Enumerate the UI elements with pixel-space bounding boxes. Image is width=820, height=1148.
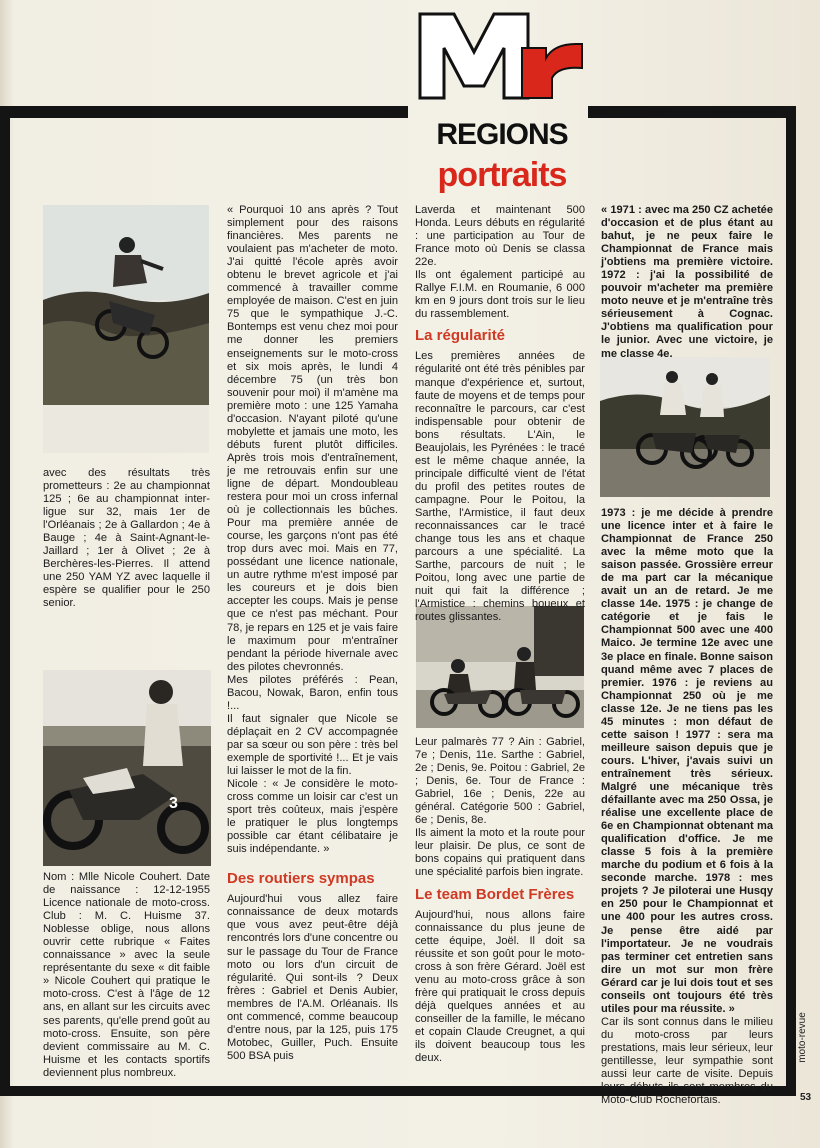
column-4-top: [601, 204, 773, 361]
photo-joel-bordet: [600, 357, 770, 497]
paragraph: Nom : Mlle Nicole Couhert. Date de naissance : 12-12-1955 Licence nationale de moto-cross. Club : M. C. Huisme 37. Noblesse oblige, nous allons ouvrir cette rubrique « Faites connaissance » avec la seule représentante du sexe « dit faible » Nicole Couhert qui pratique le moto-cross. C'est à l'âge de 12 ans, en allant sur les circuits avec ses parents, qu'elle prend goût au moto-cross. Ensuite, son père devient commissaire au M. C. Huisme et les contacts sportifs deviennent plus nombreux.: [43, 871, 210, 1079]
paragraph: Leur palmarès 77 ? Ain : Gabriel, 7e ; Denis, 11e. Sarthe : Gabriel, 2e ; Denis, 9e. Poitou : Gabriel, 2e ; Denis, 6e. Tour de France : Gabriel, 16e ; Denis, 22e au général. Catégorie 500 : Gabriel, 6e ; Denis, 8e.: [415, 736, 585, 827]
frame-bar-right: [786, 106, 796, 1096]
paragraph: avec des résultats très prometteurs : 2e au championnat 125 ; 6e au championnat inter-ligue sur 32, mais 1er de l'Orléanais ; 2e à Gallardon ; 4e à Bauge ; 4e à Saint-Agnant-le-Jaillard ; 1er à Olivet ; 2e à Berchères-les-Pierres. Il attend une 250 YAM YZ avec laquelle il espère se qualifier pour le 250 senior.: [43, 467, 210, 610]
mr-logo: [414, 6, 588, 104]
subheading-des-routiers-sympas: Des routiers sympas: [227, 870, 375, 888]
column-3: [415, 204, 585, 624]
paragraph: Ils aiment la moto et la route pour leur plaisir. De plus, ce sont de bons copains qui pratiquent dans une spécialité parfois bien ingrate.: [415, 827, 585, 879]
section-title-regions: REGIONS: [436, 118, 568, 151]
paragraph: Car ils sont connus dans le milieu du moto-cross par leurs prestations, mais leur sérieux, leur gentillesse, leur sympathie sont aussi leur carte de visite. Depuis leurs débuts ils sont membres du Moto-Club Rochefortais.: [601, 1015, 773, 1107]
frame-bar-top-left: [0, 106, 408, 118]
paragraph: Laverda et maintenant 500 Honda. Leurs débuts en régularité : une participation au Tour de France moto où Denis se classa 22e.: [415, 204, 585, 269]
subheading-le-team-bordet-freres: Le team Bordet Frères: [415, 885, 575, 903]
column-3-bottom: [415, 736, 585, 1065]
subheading-la-regularite: La régularité: [415, 327, 506, 345]
page-number: 53: [800, 1092, 812, 1103]
paragraph: Ils ont également participé au Rallye F.I.M. en Roumanie, 6 000 km en 9 jours dont trois sur le lieu du rassemblement.: [415, 269, 585, 321]
paragraph: Aujourd'hui vous allez faire connaissance de deux motards que vous avez peut-être déjà rencontrés lors d'une concentre ou sur le passage du Tour de France moto ou lors d'un circuit de régularité. Qui sont-ils ? Deux frères : Gabriel et Denis Aubier, membres de l'A.M. Orléanais. Ils ont commencé, comme beaucoup d'entre nous, par la 125, puis 175 Motobec, Guiller, Puch. Ensuite 500 BSA puis: [227, 893, 398, 1062]
column-1-top: [43, 467, 210, 611]
section-title-portraits: portraits: [437, 156, 567, 194]
paragraph: Il faut signaler que Nicole se déplaçait en 2 CV accompagnée par sa sœur ou son père : très bel exemple de sportivité !... Et je vais lui laisser le mot de la fin.: [227, 712, 398, 778]
column-1-bottom: [43, 871, 210, 1080]
magazine-label: moto-revue: [796, 1012, 808, 1063]
magazine-name: [796, 1010, 817, 1070]
paragraph: Les premières années de régularité ont été très pénibles par manque d'expérience et, surtout, faute de moyens et de temps pour reconnaître le parcours, car c'est indispensable pour obtenir de bons résultats. L'Ain, le Beaujolais, les Pyrénées : le tracé est le même chaque année, la principale difficulté vient de l'état du profil des petites routes de campagne. Pour le Poitou, la Sarthe, l'Armistice, il faut deux reconnaissances car le tracé change tous les ans et chaque parcours a une spécialité. La Sarthe, parcours de nuit ; le Poitou, long avec une partie de nuit qui fait la différence ; l'Armistice : chemins boueux et routes glissantes.: [415, 350, 585, 624]
photo-nicole-couhert: [43, 670, 211, 866]
frame-bar-top-right: [588, 106, 796, 118]
paragraph: 1973 : je me décide à prendre une licence inter et à faire le Championnat de France 250 avec la même moto que la saison passée. Grossière erreur de ma part car la mécanique avait un an de retard. Je me classe 14e. 1975 : je change de catégorie et je fais le Championnat 500 avec une 400 Maico. Je termine 12e avec une 3e place en finale. Bonne saison quand même avec 7 places de premier. 1976 : je reviens au Championnat 250 où je me classe 12e. Je ne tiens pas les 45 minutes : mon défaut de cette saison ! 1977 : sera ma meilleure saison depuis que je cours. L'hiver, j'avais suivi un entraînement très sérieux. Malgré une mécanique très défaillante avec ma 250 Ossa, je réalise une excellente place de 6e en Championnat obtenant ma qualification d'office. Je me classe 5 fois à la première marche du podium et 6 fois à la seconde marche. 1978 : mes projets ? Je piloterai une Husqy en 250 pour le Championnat et une 400 pour les autres cross. Je pense être aidé par l'importateur. Je ne voudrais pas terminer cet entretien sans dire un mot sur mon frère Gérard car je lui dois tout et ses conseils ont toujours été très utiles pour ma réussite. »: [601, 507, 773, 1015]
column-4-bottom: [601, 507, 773, 1107]
frame-bar-left: [0, 106, 10, 1096]
paragraph: Aujourd'hui, nous allons faire connaissance du plus jeune de cette équipe, Joël. Il doit sa réussite et son goût pour le moto-cross à son frère Gérard. Joël est venu au moto-cross grâce à son frère qui pratiquait le cross depuis déjà quelques années et au conseiller de la famille, le mécano et copain Claude Creugnet, a qui ils doivent beaucoup tous les deux.: [415, 908, 585, 1065]
photo-rider-jump: [43, 205, 209, 453]
svg-text:3: 3: [169, 795, 178, 812]
column-2: [227, 204, 398, 1063]
paragraph: Mes pilotes préférés : Pean, Bacou, Nowak, Baron, enfin tous !...: [227, 673, 398, 712]
paragraph: « Pourquoi 10 ans après ? Tout simplement pour des raisons financières. Mes parents ne voulaient pas m'acheter de moto. J'ai quitté l'école après avoir obtenu le brevet agricole et j'ai commencé à travailler comme employée de maison. C'est en juin 75 que le sympathique J.-C. Bontemps est venu chez moi pour me donner les premiers enseignements sur le moto-cross et six mois après, le lundi 4 décembre 75 (un très bon souvenir pour moi) il m'amène ma première moto : une 125 Yamaha d'occasion. N'ayant piloté qu'une mobylette et jamais une moto, les débuts furent plutôt difficiles. Après trois mois d'entraînement, je me retrouvais enfin sur une ligne de départ. Mondoubleau restera pour moi un cross infernal où je collectionnais les bûches. Pour ma première année de course, les garçons n'ont pas été trop durs avec moi. Mais en 77, possédant une licence nationale, un autre rythme m'est imposé par les coureurs et je dois bien accepter les coups. Mais je pense que ce n'est pas méchant. Pour 78, je repars en 125 et je vais faire le maximum pour m'entraîner pendant la période hivernale avec des pilotes chevronnés.: [227, 204, 398, 673]
paragraph: Nicole : « Je considère le moto-cross comme un loisir car c'est un sport très coûteux, mais j'espère le pratiquer le plus longtemps possible car étant célibataire je suis indépendante. »: [227, 778, 398, 856]
paragraph: « 1971 : avec ma 250 CZ achetée d'occasion et de plus étant au bahut, je ne peux faire le Championnat de France mais j'obtiens ma première victoire. 1972 : j'ai la possibilité de pouvoir m'acheter ma première moto neuve et je m'entraîne très sérieusement à Cognac. J'obtiens ma qualification pour le junior. Avec une victoire, je me classe 4e.: [601, 204, 773, 360]
